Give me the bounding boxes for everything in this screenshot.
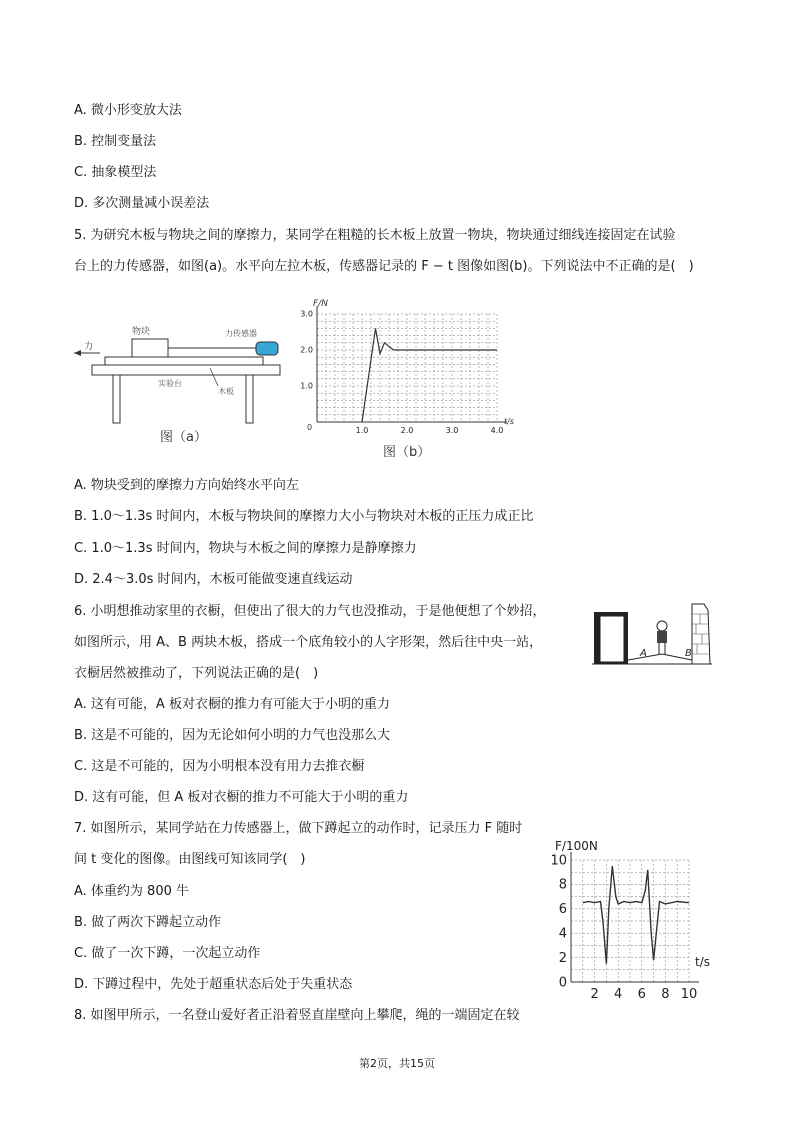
- chart-b-y-tick-label: 1.0: [300, 381, 313, 391]
- chart-7-x-tick-label: 10: [680, 987, 698, 1002]
- q6-figure: [592, 602, 716, 666]
- chart-7-series-line: [583, 866, 689, 964]
- q7-chart: [545, 836, 715, 1002]
- chart-7-y-tick-label: 8: [558, 877, 567, 893]
- q5-option-b: B. 1.0～1.3s 时间内，木板与物块间的摩擦力大小与物块对木板的正压力成正比: [74, 509, 534, 524]
- person-head: [657, 621, 667, 631]
- sensor-label: 力传感器: [225, 329, 257, 338]
- figure-b-caption: 图（b）: [383, 445, 431, 460]
- q5-option-d: D. 2.4～3.0s 时间内，木板可能做变速直线运动: [74, 572, 353, 587]
- block: [132, 339, 168, 357]
- chart-7-y-tick-label: 0: [558, 975, 567, 991]
- chart-b-x-label: t/s: [504, 417, 514, 426]
- force-label: 力: [84, 342, 94, 352]
- chart-7-grid: [571, 860, 689, 982]
- q4-option-d: D. 多次测量减小误差法: [74, 196, 210, 211]
- q4-option-b: B. 控制变量法: [74, 134, 157, 149]
- chart-b-grid: [317, 314, 497, 422]
- q6-option-c: C. 这是不可能的，因为小明根本没有用力去推衣橱: [74, 759, 365, 774]
- lab-table-top: [92, 365, 280, 375]
- figure-a: [70, 318, 285, 448]
- q7-stem-line2: 间 t 变化的图像。由图线可知该同学( ): [74, 852, 306, 867]
- table-leg-right: [246, 375, 253, 423]
- chart-7-y-tick-label: 4: [558, 926, 567, 942]
- chart-b-series-line: [362, 328, 497, 422]
- q5-stem-line1: 5. 为研究木板与物块之间的摩擦力，某同学在粗糙的长木板上放置一物块，物块通过细线连接固定在试验: [74, 228, 676, 243]
- chart-7-y-tick-label: 10: [550, 853, 567, 869]
- force-sensor: [256, 342, 278, 355]
- q4-option-a: A. 微小形变放大法: [74, 103, 182, 118]
- chart-b-x-tick-label: 4.0: [490, 426, 504, 435]
- q5-option-c: C. 1.0～1.3s 时间内，物块与木板之间的摩擦力是静摩擦力: [74, 541, 417, 556]
- wooden-board: [105, 357, 263, 365]
- block-label: 物块: [132, 327, 151, 337]
- chart-7-y-tick-label: 2: [558, 950, 567, 966]
- q6-stem-line1: 6. 小明想推动家里的衣橱，但使出了很大的力气也没推动，于是他便想了个妙招，: [74, 604, 546, 619]
- q6-option-b: B. 这是不可能的，因为无论如何小明的力气也没那么大: [74, 728, 391, 743]
- chart-7-y-tick-label: 6: [558, 902, 567, 918]
- q7-option-b: B. 做了两次下蹲起立动作: [74, 915, 222, 930]
- q7-option-d: D. 下蹲过程中，先处于超重状态后处于失重状态: [74, 977, 353, 992]
- label-board-a: A: [640, 648, 647, 659]
- q7-stem-line1: 7. 如图所示，某同学站在力传感器上，做下蹲起立的动作时，记录压力 F 随时: [74, 821, 523, 836]
- q5-option-a: A. 物块受到的摩擦力方向始终水平向左: [74, 478, 299, 493]
- board-label: 木板: [218, 387, 234, 396]
- chart-7-x-tick-label: 6: [637, 987, 646, 1002]
- chart-b-x-tick-label: 1.0: [355, 426, 369, 435]
- chart-b-y-tick-label: 2.0: [300, 345, 313, 355]
- chart-7-y-label: F/100N: [555, 839, 598, 853]
- chart-b-x-tick-label: 3.0: [445, 426, 459, 435]
- q6-option-a: A. 这有可能，A 板对衣橱的推力有可能大于小明的重力: [74, 697, 390, 712]
- figure-a-caption: 图（a）: [160, 430, 207, 445]
- chart-b-x-tick-label: 2.0: [400, 426, 414, 435]
- chart-7-x-tick-label: 8: [661, 987, 670, 1002]
- q7-option-c: C. 做了一次下蹲，一次起立动作: [74, 946, 261, 961]
- table-label: 实验台: [158, 379, 182, 388]
- table-leg-left: [113, 375, 120, 423]
- chart-b-y-tick-label: 3.0: [300, 309, 313, 319]
- q8-stem-line1: 8. 如图甲所示，一名登山爱好者正沿着竖直崖壁向上攀爬，绳的一端固定在较: [74, 1008, 520, 1023]
- chart-b-origin-label: 0: [307, 423, 313, 432]
- page-footer: 第2页，共15页: [359, 1057, 435, 1070]
- wardrobe-door: [600, 616, 624, 662]
- q6-option-d: D. 这有可能，但 A 板对衣橱的推力不可能大于小明的重力: [74, 790, 409, 805]
- chart-7-x-tick-label: 4: [614, 987, 623, 1002]
- label-board-b: B: [685, 648, 692, 659]
- q5-stem-line2: 台上的力传感器，如图(a)。水平向左拉木板，传感器记录的 F − t 图像如图(b)。下列说法中不正确的是( ): [74, 259, 694, 274]
- person-body: [657, 631, 667, 643]
- q6-stem-line3: 衣橱居然被推动了，下列说法正确的是( ): [74, 666, 319, 681]
- chart-7-x-label: t/s: [695, 955, 710, 969]
- q4-option-c: C. 抽象模型法: [74, 165, 157, 180]
- chart-b-y-label: F/N: [313, 299, 328, 309]
- q7-option-a: A. 体重约为 800 牛: [74, 884, 190, 899]
- force-arrowhead: [74, 350, 81, 356]
- figure-b-chart: [295, 296, 525, 464]
- q6-stem-line2: 如图所示，用 A、B 两块木板，搭成一个底角较小的人字形架，然后往中央一站，: [74, 635, 543, 650]
- chart-7-x-tick-label: 2: [590, 987, 599, 1002]
